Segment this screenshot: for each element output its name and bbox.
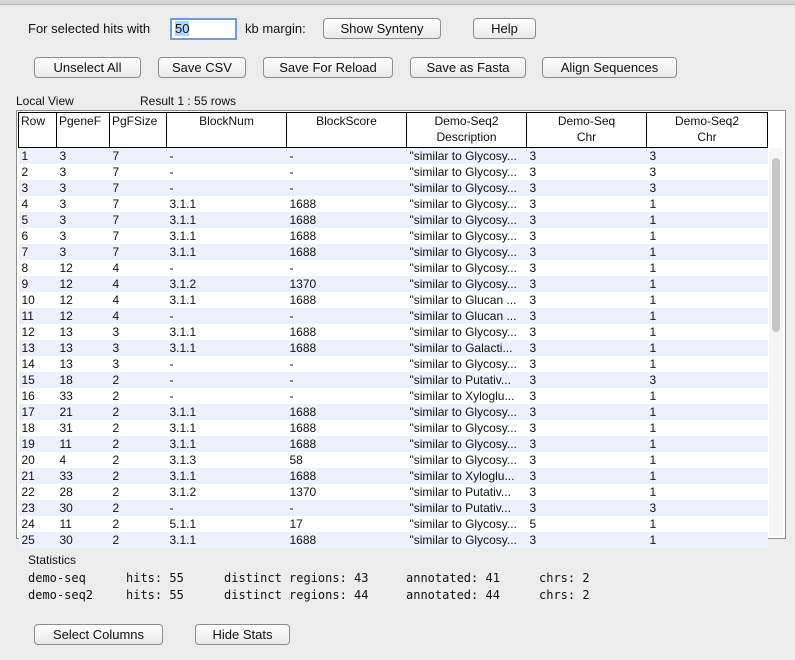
- table-row[interactable]: [19, 372, 768, 388]
- table-cell: "similar to Xyloglu...: [407, 388, 527, 404]
- table-row[interactable]: [19, 436, 768, 452]
- table-cell: 13: [57, 356, 110, 372]
- margin-kb-input[interactable]: [170, 18, 237, 40]
- table-cell: 13: [19, 340, 57, 356]
- table-cell: 5: [19, 212, 57, 228]
- result-count-label: Result 1 : 55 rows: [140, 94, 237, 108]
- table-cell: "similar to Glycosy...: [407, 452, 527, 468]
- table-cell: "similar to Xyloglu...: [407, 468, 527, 484]
- table-scrollbar-thumb[interactable]: [772, 158, 780, 332]
- table-cell: 5.1.1: [167, 516, 287, 532]
- table-cell: 3.1.2: [167, 484, 287, 500]
- table-cell: 3: [57, 212, 110, 228]
- table-cell: 1: [647, 292, 768, 308]
- table-cell: -: [167, 388, 287, 404]
- table-cell: -: [287, 372, 407, 388]
- table-cell: 1: [647, 324, 768, 340]
- table-row[interactable]: [19, 324, 768, 340]
- table-cell: "similar to Putativ...: [407, 372, 527, 388]
- table-cell: 1: [647, 308, 768, 324]
- table-cell: 1: [647, 484, 768, 500]
- table-row[interactable]: [19, 500, 768, 516]
- margin-suffix-label: kb margin:: [245, 21, 306, 36]
- table-cell: 33: [57, 388, 110, 404]
- table-cell: 1: [647, 388, 768, 404]
- stats-annotated: annotated: 41: [406, 571, 500, 585]
- table-cell: -: [287, 260, 407, 276]
- table-cell: 3.1.1: [167, 244, 287, 260]
- table-cell: 3.1.1: [167, 468, 287, 484]
- table-cell: 1: [647, 356, 768, 372]
- table-cell: 12: [19, 324, 57, 340]
- table-cell: 1: [647, 452, 768, 468]
- table-row[interactable]: [19, 180, 768, 196]
- table-cell: 2: [110, 484, 167, 500]
- table-cell: 2: [110, 436, 167, 452]
- save-csv-button[interactable]: Save CSV: [158, 57, 246, 78]
- table-cell: 16: [19, 388, 57, 404]
- table-cell: 3: [110, 324, 167, 340]
- table-cell: 3: [527, 452, 647, 468]
- table-cell: "similar to Glycosy...: [407, 260, 527, 276]
- table-cell: 3.1.1: [167, 324, 287, 340]
- table-cell: 17: [19, 404, 57, 420]
- table-cell: 3.1.1: [167, 196, 287, 212]
- table-cell: 4: [19, 196, 57, 212]
- table-cell: 30: [57, 500, 110, 516]
- table-cell: 24: [19, 516, 57, 532]
- table-cell: 2: [110, 388, 167, 404]
- save-as-fasta-button[interactable]: Save as Fasta: [410, 57, 526, 78]
- table-cell: 18: [57, 372, 110, 388]
- table-cell: 1: [647, 516, 768, 532]
- table-cell: 3.1.1: [167, 340, 287, 356]
- table-cell: 3: [527, 164, 647, 180]
- table-cell: 3: [647, 164, 768, 180]
- table-cell: 11: [57, 436, 110, 452]
- table-cell: 3: [110, 356, 167, 372]
- table-cell: -: [167, 308, 287, 324]
- show-synteny-button[interactable]: Show Synteny: [323, 18, 441, 39]
- table-cell: 8: [19, 260, 57, 276]
- table-cell: "similar to Glycosy...: [407, 148, 527, 165]
- table-cell: 3: [527, 388, 647, 404]
- table-row[interactable]: [19, 340, 768, 356]
- table-cell: 2: [19, 164, 57, 180]
- table-row[interactable]: [19, 420, 768, 436]
- table-cell: 3: [527, 500, 647, 516]
- table-cell: 3: [527, 532, 647, 548]
- table-cell: 3: [527, 180, 647, 196]
- table-cell: 1688: [287, 436, 407, 452]
- table-cell: 7: [110, 196, 167, 212]
- table-cell: 3: [527, 340, 647, 356]
- stats-regions: distinct regions: 43: [224, 571, 369, 585]
- table-cell: 3: [527, 420, 647, 436]
- window-top-strip: [0, 0, 795, 5]
- table-cell: 21: [57, 404, 110, 420]
- table-cell: 3: [527, 356, 647, 372]
- table-cell: 7: [110, 180, 167, 196]
- stats-name: demo-seq: [28, 571, 86, 585]
- table-cell: 3.1.1: [167, 420, 287, 436]
- table-cell: 3: [527, 148, 647, 165]
- table-row[interactable]: [19, 356, 768, 372]
- table-cell: 1: [647, 468, 768, 484]
- table-cell: 1: [647, 228, 768, 244]
- table-cell: 7: [110, 228, 167, 244]
- table-cell: 3.1.1: [167, 292, 287, 308]
- table-cell: 3: [57, 164, 110, 180]
- table-cell: "similar to Glycosy...: [407, 276, 527, 292]
- table-cell: -: [287, 500, 407, 516]
- table-row[interactable]: [19, 452, 768, 468]
- table-row[interactable]: [19, 196, 768, 212]
- select-columns-button[interactable]: Select Columns: [34, 624, 163, 645]
- stats-chrs: chrs: 2: [539, 588, 590, 602]
- table-cell: 1: [647, 244, 768, 260]
- table-cell: 1688: [287, 196, 407, 212]
- table-cell: -: [167, 500, 287, 516]
- table-cell: 4: [57, 452, 110, 468]
- stats-regions: distinct regions: 44: [224, 588, 369, 602]
- table-cell: "similar to Glycosy...: [407, 180, 527, 196]
- table-cell: 3: [527, 308, 647, 324]
- table-cell: 2: [110, 516, 167, 532]
- table-cell: "similar to Glycosy...: [407, 228, 527, 244]
- table-cell: 7: [110, 164, 167, 180]
- table-row[interactable]: [19, 260, 768, 276]
- table-header-row: [19, 113, 768, 148]
- table-cell: -: [167, 164, 287, 180]
- table-cell: 1370: [287, 276, 407, 292]
- table-cell: 4: [110, 260, 167, 276]
- table-cell: "similar to Glycosy...: [407, 356, 527, 372]
- column-header[interactable]: PgeneF: [57, 113, 110, 148]
- table-cell: 3: [647, 500, 768, 516]
- column-header[interactable]: BlockScore: [287, 113, 407, 148]
- results-table-panel: [16, 110, 786, 547]
- table-row[interactable]: [19, 516, 768, 532]
- table-cell: 23: [19, 500, 57, 516]
- table-cell: 1688: [287, 420, 407, 436]
- table-row[interactable]: [19, 468, 768, 484]
- stats-chrs: chrs: 2: [539, 571, 590, 585]
- table-cell: "similar to Glycosy...: [407, 212, 527, 228]
- table-row[interactable]: [19, 308, 768, 324]
- table-cell: 58: [287, 452, 407, 468]
- table-cell: 12: [57, 276, 110, 292]
- table-cell: -: [287, 164, 407, 180]
- table-cell: 3.1.1: [167, 404, 287, 420]
- table-row[interactable]: [19, 404, 768, 420]
- table-row[interactable]: [19, 292, 768, 308]
- table-cell: 1: [647, 260, 768, 276]
- table-row[interactable]: [19, 244, 768, 260]
- table-row[interactable]: [19, 212, 768, 228]
- table-cell: 3: [57, 180, 110, 196]
- table-cell: 33: [57, 468, 110, 484]
- statistics-title: Statistics: [28, 553, 77, 567]
- table-cell: 31: [57, 420, 110, 436]
- table-cell: "similar to Glycosy...: [407, 164, 527, 180]
- table-cell: "similar to Putativ...: [407, 484, 527, 500]
- table-cell: 28: [57, 484, 110, 500]
- table-cell: -: [167, 180, 287, 196]
- table-cell: 3.1.2: [167, 276, 287, 292]
- table-cell: 7: [19, 244, 57, 260]
- table-cell: 1688: [287, 324, 407, 340]
- table-cell: 5: [527, 516, 647, 532]
- hide-stats-button[interactable]: Hide Stats: [195, 624, 290, 645]
- save-for-reload-button[interactable]: Save For Reload: [263, 57, 393, 78]
- table-cell: 1: [647, 436, 768, 452]
- table-cell: 4: [110, 292, 167, 308]
- table-cell: 1688: [287, 228, 407, 244]
- table-cell: 2: [110, 532, 167, 548]
- table-cell: 6: [19, 228, 57, 244]
- column-header[interactable]: Demo-Seq2 Description: [407, 113, 527, 148]
- table-cell: 1688: [287, 468, 407, 484]
- table-cell: 11: [57, 516, 110, 532]
- column-header[interactable]: Demo-Seq Chr: [527, 113, 647, 148]
- table-cell: 3: [527, 260, 647, 276]
- table-cell: 3: [57, 196, 110, 212]
- table-cell: 3: [527, 324, 647, 340]
- table-cell: 3: [527, 244, 647, 260]
- table-cell: 3: [527, 276, 647, 292]
- table-cell: 3.1.3: [167, 452, 287, 468]
- table-cell: 22: [19, 484, 57, 500]
- table-cell: 7: [110, 148, 167, 165]
- table-cell: 25: [19, 532, 57, 548]
- table-cell: "similar to Glucan ...: [407, 292, 527, 308]
- table-cell: 12: [57, 308, 110, 324]
- table-cell: 1688: [287, 212, 407, 228]
- help-button[interactable]: Help: [473, 18, 536, 39]
- table-cell: 2: [110, 452, 167, 468]
- table-cell: 30: [57, 532, 110, 548]
- table-row[interactable]: [19, 164, 768, 180]
- column-header[interactable]: Row: [19, 113, 57, 148]
- table-cell: 2: [110, 372, 167, 388]
- table-cell: 10: [19, 292, 57, 308]
- table-cell: -: [167, 372, 287, 388]
- table-scrollbar[interactable]: [769, 148, 783, 537]
- table-cell: "similar to Putativ...: [407, 500, 527, 516]
- table-cell: "similar to Glycosy...: [407, 404, 527, 420]
- table-cell: 1688: [287, 340, 407, 356]
- table-cell: 3: [527, 196, 647, 212]
- table-cell: 1688: [287, 292, 407, 308]
- table-cell: 12: [57, 260, 110, 276]
- table-cell: 21: [19, 468, 57, 484]
- table-cell: 3: [647, 372, 768, 388]
- table-cell: 15: [19, 372, 57, 388]
- table-cell: 3.1.1: [167, 228, 287, 244]
- table-cell: 1: [647, 196, 768, 212]
- table-cell: 3: [527, 212, 647, 228]
- table-cell: -: [167, 148, 287, 165]
- table-cell: -: [287, 148, 407, 165]
- stats-hits: hits: 55: [126, 588, 184, 602]
- table-cell: 1: [647, 340, 768, 356]
- table-cell: 3: [19, 180, 57, 196]
- table-cell: 14: [19, 356, 57, 372]
- table-cell: 3: [527, 436, 647, 452]
- table-cell: 11: [19, 308, 57, 324]
- table-cell: -: [167, 260, 287, 276]
- table-cell: 3: [647, 148, 768, 165]
- table-cell: 3: [57, 148, 110, 165]
- table-row[interactable]: [19, 388, 768, 404]
- table-cell: 3: [527, 372, 647, 388]
- local-view-label: Local View: [16, 94, 74, 108]
- table-cell: -: [287, 356, 407, 372]
- unselect-all-button[interactable]: Unselect All: [34, 57, 141, 78]
- table-cell: 3: [527, 484, 647, 500]
- table-cell: 13: [57, 340, 110, 356]
- table-row[interactable]: [19, 532, 768, 548]
- column-header[interactable]: BlockNum: [167, 113, 287, 148]
- table-cell: -: [287, 388, 407, 404]
- table-row[interactable]: [19, 484, 768, 500]
- table-cell: 4: [110, 308, 167, 324]
- table-cell: 7: [110, 244, 167, 260]
- table-cell: 1688: [287, 404, 407, 420]
- table-cell: 1688: [287, 532, 407, 548]
- table-cell: -: [287, 308, 407, 324]
- table-cell: 17: [287, 516, 407, 532]
- table-cell: -: [167, 356, 287, 372]
- table-cell: "similar to Glycosy...: [407, 516, 527, 532]
- table-cell: 1688: [287, 244, 407, 260]
- table-cell: 1: [647, 420, 768, 436]
- results-table: [18, 112, 768, 548]
- table-cell: 1: [647, 276, 768, 292]
- table-cell: 1: [647, 404, 768, 420]
- table-cell: 1: [647, 532, 768, 548]
- table-cell: 3: [527, 468, 647, 484]
- stats-annotated: annotated: 44: [406, 588, 500, 602]
- table-cell: 3: [57, 228, 110, 244]
- table-cell: 3: [110, 340, 167, 356]
- table-cell: "similar to Glycosy...: [407, 532, 527, 548]
- table-cell: 2: [110, 404, 167, 420]
- table-cell: 13: [57, 324, 110, 340]
- table-cell: -: [287, 180, 407, 196]
- table-cell: 12: [57, 292, 110, 308]
- column-header[interactable]: Demo-Seq2 Chr: [647, 113, 768, 148]
- table-cell: 9: [19, 276, 57, 292]
- stats-name: demo-seq2: [28, 588, 94, 602]
- table-cell: 1: [19, 148, 57, 165]
- table-cell: 2: [110, 500, 167, 516]
- table-cell: "similar to Glycosy...: [407, 420, 527, 436]
- margin-kb-value: 50: [175, 21, 190, 36]
- align-sequences-button[interactable]: Align Sequences: [542, 57, 677, 78]
- table-cell: 7: [110, 212, 167, 228]
- column-header[interactable]: PgFSize: [110, 113, 167, 148]
- table-cell: 3: [527, 404, 647, 420]
- table-cell: "similar to Glucan ...: [407, 308, 527, 324]
- table-cell: 2: [110, 468, 167, 484]
- table-cell: 4: [110, 276, 167, 292]
- table-cell: 3.1.1: [167, 532, 287, 548]
- table-cell: "similar to Glycosy...: [407, 196, 527, 212]
- table-cell: 3.1.1: [167, 436, 287, 452]
- stats-hits: hits: 55: [126, 571, 184, 585]
- margin-prefix-label: For selected hits with: [28, 21, 151, 36]
- table-cell: 20: [19, 452, 57, 468]
- table-cell: 3: [527, 292, 647, 308]
- table-cell: 1370: [287, 484, 407, 500]
- table-cell: 19: [19, 436, 57, 452]
- table-cell: 3.1.1: [167, 212, 287, 228]
- table-row[interactable]: [19, 228, 768, 244]
- table-cell: 3: [527, 228, 647, 244]
- table-cell: "similar to Galacti...: [407, 340, 527, 356]
- table-cell: "similar to Glycosy...: [407, 324, 527, 340]
- table-cell: 2: [110, 420, 167, 436]
- table-cell: "similar to Glycosy...: [407, 244, 527, 260]
- table-row[interactable]: [19, 276, 768, 292]
- table-cell: 3: [647, 180, 768, 196]
- table-cell: 3: [57, 244, 110, 260]
- table-row[interactable]: [19, 148, 768, 165]
- table-cell: 1: [647, 212, 768, 228]
- table-cell: "similar to Glycosy...: [407, 436, 527, 452]
- table-cell: 18: [19, 420, 57, 436]
